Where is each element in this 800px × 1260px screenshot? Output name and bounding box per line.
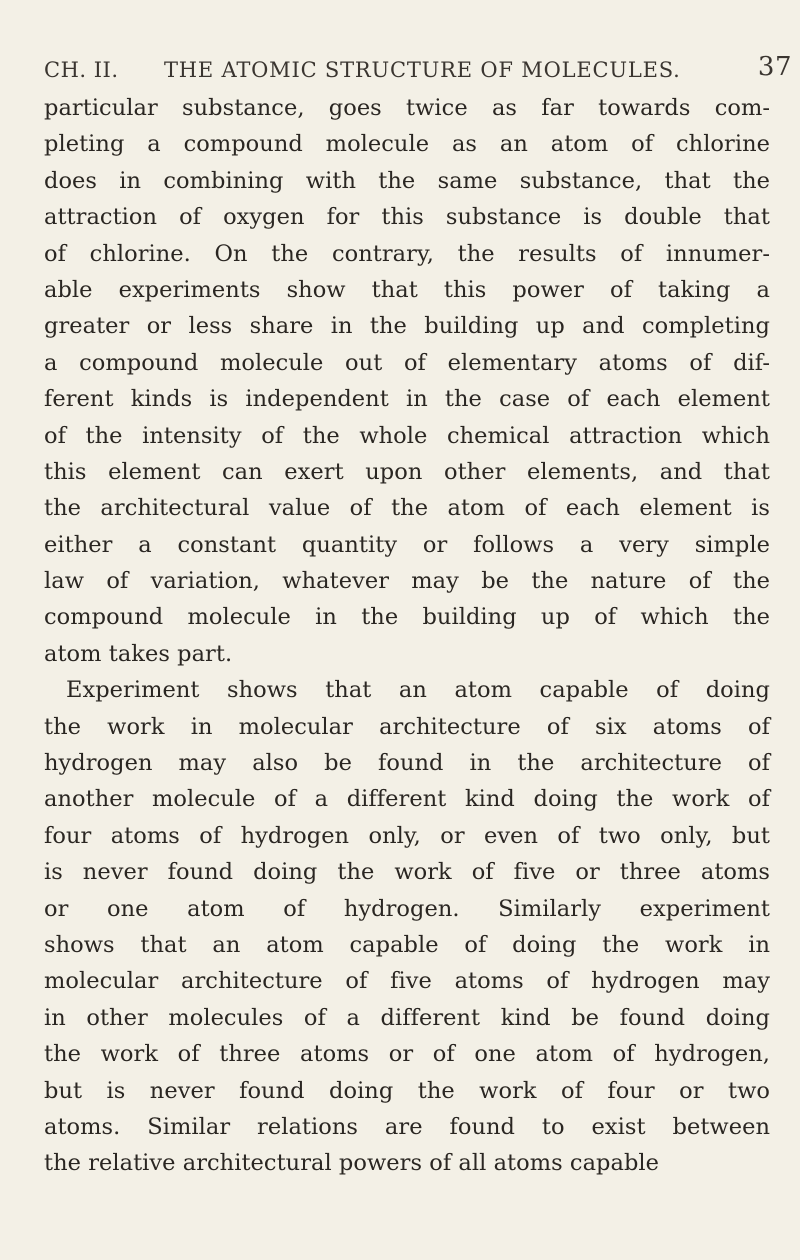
text-line: ferent kinds is independent in the case of each element bbox=[44, 386, 770, 413]
text-line: Experiment shows that an atom capable of doing bbox=[66, 677, 770, 704]
text-line: of the intensity of the whole chemical attraction which bbox=[44, 422, 770, 449]
text-line: pleting a compound molecule as an atom of chlorine bbox=[44, 131, 770, 158]
text-line: the relative architectural powers of all atoms capable bbox=[44, 1150, 660, 1177]
running-head bbox=[44, 52, 796, 88]
text-line: the architectural value of the atom of each element is bbox=[44, 495, 770, 522]
text-line: of chlorine. On the contrary, the results of innumer- bbox=[44, 240, 770, 267]
text-line: particular substance, goes twice as far towards com- bbox=[44, 95, 770, 121]
text-line: but is never found doing the work of four or two bbox=[44, 1077, 770, 1104]
text-line: the work of three atoms or of one atom of hydrogen, bbox=[44, 1041, 770, 1068]
text-line: greater or less share in the building up and completing bbox=[44, 313, 770, 340]
text-line: does in combining with the same substance, that the bbox=[44, 167, 770, 194]
text-line: attraction of oxygen for this substance is double that bbox=[44, 204, 770, 231]
text-line: shows that an atom capable of doing the work in bbox=[44, 931, 770, 958]
chapter-title: THE ATOMIC STRUCTURE OF MOLECULES. bbox=[164, 58, 681, 82]
text-line: is never found doing the work of five or three atoms bbox=[44, 859, 770, 886]
text-line: either a constant quantity or follows a very simple bbox=[44, 531, 770, 558]
text-line: able experiments show that this power of taking a bbox=[44, 276, 770, 303]
text-line: a compound molecule out of elementary atoms of dif- bbox=[44, 349, 770, 376]
chapter-label: CH. II. bbox=[44, 58, 119, 82]
text-line: another molecule of a different kind doing the work of bbox=[44, 786, 770, 813]
text-line: molecular architecture of five atoms of hydrogen may bbox=[44, 968, 770, 995]
body-text bbox=[44, 90, 770, 1182]
page-number: 37 bbox=[757, 52, 792, 82]
text-line: atoms. Similar relations are found to exist between bbox=[44, 1113, 770, 1140]
text-line: atom takes part. bbox=[44, 640, 233, 667]
text-line: this element can exert upon other elements, and that bbox=[44, 458, 770, 485]
text-line: law of variation, whatever may be the nature of the bbox=[44, 568, 770, 595]
text-line: or one atom of hydrogen. Similarly experiment bbox=[44, 895, 770, 922]
text-line: compound molecule in the building up of which the bbox=[44, 604, 770, 631]
text-line: in other molecules of a different kind be found doing bbox=[44, 1004, 770, 1031]
text-line: hydrogen may also be found in the architecture of bbox=[44, 750, 770, 777]
text-line: four atoms of hydrogen only, or even of two only, but bbox=[44, 822, 770, 849]
text-line: the work in molecular architecture of six atoms of bbox=[44, 713, 770, 740]
